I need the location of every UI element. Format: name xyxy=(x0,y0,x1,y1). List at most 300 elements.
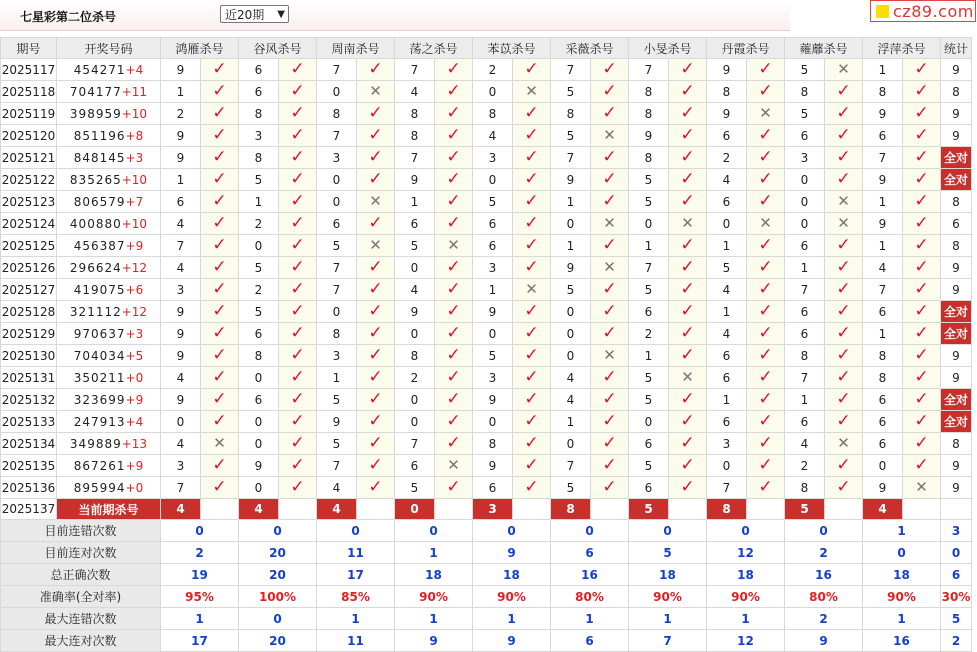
kill-value: 0 xyxy=(473,323,513,345)
check-icon: ✓ xyxy=(357,455,395,477)
period-cell: 2025135 xyxy=(1,455,57,477)
kill-value: 9 xyxy=(395,301,435,323)
check-icon: ✓ xyxy=(747,411,785,433)
check-icon: ✓ xyxy=(747,433,785,455)
draw-sum: +3 xyxy=(125,326,144,341)
summary-row xyxy=(1,542,972,564)
summary-label: 最大连对次数 xyxy=(1,630,161,652)
table-row xyxy=(1,323,972,345)
check-icon: ✓ xyxy=(279,213,317,235)
kill-value: 0 xyxy=(551,301,591,323)
summary-value: 0 xyxy=(551,520,629,542)
kill-value: 8 xyxy=(473,103,513,125)
kill-value: 0 xyxy=(863,455,903,477)
kill-value: 5 xyxy=(629,169,669,191)
kill-value: 1 xyxy=(707,389,747,411)
summary-value: 9 xyxy=(473,542,551,564)
summary-value: 1 xyxy=(551,608,629,630)
kill-value: 1 xyxy=(863,191,903,213)
summary-label: 最大连错次数 xyxy=(1,608,161,630)
check-icon: ✓ xyxy=(513,323,551,345)
kill-value: 0 xyxy=(629,213,669,235)
summary-row xyxy=(1,564,972,586)
check-icon: ✓ xyxy=(669,169,707,191)
summary-value: 18 xyxy=(863,564,941,586)
draw-cell xyxy=(57,389,161,411)
draw-number: 350211 xyxy=(73,370,126,385)
check-icon: ✓ xyxy=(747,257,785,279)
kill-value: 9 xyxy=(707,103,747,125)
kill-value: 6 xyxy=(707,191,747,213)
summary-value: 0 xyxy=(941,542,972,564)
kill-value: 6 xyxy=(473,235,513,257)
summary-value: 0 xyxy=(707,520,785,542)
cross-icon: ✕ xyxy=(825,433,863,455)
draw-cell xyxy=(57,235,161,257)
check-icon: ✓ xyxy=(279,433,317,455)
cross-icon: ✕ xyxy=(357,81,395,103)
kill-value: 9 xyxy=(161,59,201,81)
check-icon: ✓ xyxy=(669,433,707,455)
check-icon: ✓ xyxy=(435,433,473,455)
check-icon: ✓ xyxy=(201,301,239,323)
check-icon: ✓ xyxy=(825,279,863,301)
check-icon: ✓ xyxy=(435,169,473,191)
kill-value: 2 xyxy=(707,147,747,169)
draw-number: 835265 xyxy=(69,172,122,187)
check-icon: ✓ xyxy=(591,103,629,125)
col-header-expert[interactable]: 谷风杀号 xyxy=(239,38,317,59)
period-select[interactable] xyxy=(220,5,289,23)
check-icon: ✓ xyxy=(669,103,707,125)
draw-cell xyxy=(57,323,161,345)
summary-value: 0 xyxy=(239,608,317,630)
check-icon: ✓ xyxy=(279,191,317,213)
check-icon: ✓ xyxy=(591,191,629,213)
check-icon: ✓ xyxy=(357,279,395,301)
kill-value: 9 xyxy=(161,301,201,323)
check-icon: ✓ xyxy=(669,389,707,411)
draw-sum: +4 xyxy=(125,414,144,429)
draw-number: 456387 xyxy=(73,238,126,253)
col-header-expert[interactable]: 周南杀号 xyxy=(317,38,395,59)
check-icon: ✓ xyxy=(201,257,239,279)
stat-cell: 9 xyxy=(941,455,972,477)
col-header-expert[interactable]: 鸿雁杀号 xyxy=(161,38,239,59)
summary-row xyxy=(1,630,972,652)
kill-value: 9 xyxy=(161,389,201,411)
check-icon: ✓ xyxy=(513,433,551,455)
draw-number: 323699 xyxy=(73,392,126,407)
kill-value: 3 xyxy=(239,125,279,147)
check-icon: ✓ xyxy=(435,103,473,125)
draw-cell xyxy=(57,301,161,323)
kill-value: 7 xyxy=(317,257,357,279)
current-kill-value: 4 xyxy=(317,499,357,520)
kill-value: 1 xyxy=(863,323,903,345)
kill-value: 9 xyxy=(551,169,591,191)
stat-cell: 9 xyxy=(941,125,972,147)
kill-value: 8 xyxy=(317,103,357,125)
current-kill-label: 当前期杀号 xyxy=(57,499,161,520)
stat-cell: 9 xyxy=(941,103,972,125)
check-icon: ✓ xyxy=(435,367,473,389)
check-icon: ✓ xyxy=(435,389,473,411)
check-icon: ✓ xyxy=(825,345,863,367)
draw-number: 398959 xyxy=(69,106,122,121)
table-row xyxy=(1,257,972,279)
summary-value: 16 xyxy=(551,564,629,586)
kill-value: 6 xyxy=(395,455,435,477)
kill-value: 5 xyxy=(785,103,825,125)
draw-sum: +0 xyxy=(125,480,144,495)
kill-value: 4 xyxy=(473,125,513,147)
draw-cell xyxy=(57,103,161,125)
kill-value: 7 xyxy=(863,147,903,169)
period-cell: 2025118 xyxy=(1,81,57,103)
check-icon: ✓ xyxy=(201,103,239,125)
kill-value: 7 xyxy=(161,477,201,499)
kill-value: 8 xyxy=(239,103,279,125)
kill-value: 8 xyxy=(395,345,435,367)
check-icon: ✓ xyxy=(357,411,395,433)
kill-value: 6 xyxy=(707,125,747,147)
period-cell: 2025136 xyxy=(1,477,57,499)
kill-value: 2 xyxy=(785,455,825,477)
summary-value: 2 xyxy=(161,542,239,564)
kill-value: 8 xyxy=(707,81,747,103)
kill-value: 6 xyxy=(863,125,903,147)
draw-sum: +7 xyxy=(125,194,144,209)
period-cell: 2025130 xyxy=(1,345,57,367)
period-cell: 2025125 xyxy=(1,235,57,257)
check-icon: ✓ xyxy=(669,477,707,499)
kill-value: 0 xyxy=(317,81,357,103)
check-icon: ✓ xyxy=(357,389,395,411)
kill-value: 0 xyxy=(707,455,747,477)
check-icon: ✓ xyxy=(669,301,707,323)
col-header-expert[interactable]: 丹霞杀号 xyxy=(707,38,785,59)
kill-value: 5 xyxy=(239,257,279,279)
kill-value: 8 xyxy=(395,125,435,147)
stat-cell: 全对 xyxy=(941,411,972,433)
kill-value: 8 xyxy=(239,147,279,169)
kill-value: 4 xyxy=(161,213,201,235)
check-icon: ✓ xyxy=(669,191,707,213)
summary-value: 80% xyxy=(785,586,863,608)
cross-icon: ✕ xyxy=(435,235,473,257)
draw-number: 806579 xyxy=(73,194,126,209)
summary-value: 6 xyxy=(551,542,629,564)
draw-number: 704034 xyxy=(73,348,126,363)
period-cell: 2025127 xyxy=(1,279,57,301)
draw-number: 247913 xyxy=(73,414,126,429)
summary-value: 16 xyxy=(785,564,863,586)
check-icon: ✓ xyxy=(513,367,551,389)
check-icon: ✓ xyxy=(201,411,239,433)
summary-row xyxy=(1,586,972,608)
stat-cell: 全对 xyxy=(941,169,972,191)
draw-cell xyxy=(57,279,161,301)
check-icon: ✓ xyxy=(903,455,941,477)
col-header-expert[interactable]: 小旻杀号 xyxy=(629,38,707,59)
draw-sum: +9 xyxy=(125,392,144,407)
col-header-expert[interactable]: 荡之杀号 xyxy=(395,38,473,59)
kill-value: 7 xyxy=(395,147,435,169)
check-icon: ✓ xyxy=(747,455,785,477)
summary-value: 20 xyxy=(239,564,317,586)
kill-value: 4 xyxy=(395,81,435,103)
kill-value: 5 xyxy=(629,279,669,301)
check-icon: ✓ xyxy=(279,301,317,323)
draw-cell xyxy=(57,125,161,147)
table-header-row xyxy=(1,38,972,59)
kill-value: 5 xyxy=(239,169,279,191)
kill-value: 7 xyxy=(551,59,591,81)
check-icon: ✓ xyxy=(435,213,473,235)
check-icon: ✓ xyxy=(747,59,785,81)
check-icon: ✓ xyxy=(825,389,863,411)
draw-sum: +10 xyxy=(121,172,148,187)
kill-value: 7 xyxy=(629,257,669,279)
summary-value: 1 xyxy=(707,608,785,630)
draw-cell xyxy=(57,411,161,433)
kill-value: 8 xyxy=(239,345,279,367)
check-icon: ✓ xyxy=(357,367,395,389)
kill-value: 0 xyxy=(395,411,435,433)
check-icon: ✓ xyxy=(747,301,785,323)
period-cell: 2025131 xyxy=(1,367,57,389)
table-row xyxy=(1,433,972,455)
summary-value: 1 xyxy=(317,608,395,630)
table-row xyxy=(1,345,972,367)
kill-value: 8 xyxy=(317,323,357,345)
period-cell: 2025128 xyxy=(1,301,57,323)
draw-cell xyxy=(57,477,161,499)
summary-value: 5 xyxy=(941,608,972,630)
kill-value: 5 xyxy=(707,257,747,279)
draw-sum: +0 xyxy=(125,370,144,385)
check-icon: ✓ xyxy=(903,213,941,235)
draw-sum: +10 xyxy=(121,106,148,121)
summary-row xyxy=(1,608,972,630)
col-header-expert[interactable]: 蕹蘼杀号 xyxy=(785,38,863,59)
check-icon: ✓ xyxy=(747,323,785,345)
kill-value: 7 xyxy=(317,455,357,477)
check-icon: ✓ xyxy=(903,257,941,279)
current-kill-value: 5 xyxy=(785,499,825,520)
cross-icon: ✕ xyxy=(357,191,395,213)
cross-icon: ✕ xyxy=(591,125,629,147)
period-cell: 2025121 xyxy=(1,147,57,169)
site-logo[interactable] xyxy=(870,0,976,22)
check-icon: ✓ xyxy=(201,477,239,499)
summary-value: 3 xyxy=(941,520,972,542)
check-icon: ✓ xyxy=(591,169,629,191)
kill-value: 9 xyxy=(707,59,747,81)
logo-square-icon xyxy=(876,5,889,18)
summary-value: 95% xyxy=(161,586,239,608)
summary-value: 1 xyxy=(863,520,941,542)
check-icon: ✓ xyxy=(825,147,863,169)
check-icon: ✓ xyxy=(747,345,785,367)
summary-value: 85% xyxy=(317,586,395,608)
summary-value: 0 xyxy=(863,542,941,564)
period-cell: 2025134 xyxy=(1,433,57,455)
draw-sum: +8 xyxy=(125,128,144,143)
table-row xyxy=(1,59,972,81)
check-icon: ✓ xyxy=(201,147,239,169)
draw-cell xyxy=(57,455,161,477)
check-icon: ✓ xyxy=(279,235,317,257)
kill-value: 0 xyxy=(473,411,513,433)
kill-value: 2 xyxy=(161,103,201,125)
draw-number: 400880 xyxy=(69,216,122,231)
check-icon: ✓ xyxy=(669,279,707,301)
summary-value: 1 xyxy=(161,608,239,630)
check-icon: ✓ xyxy=(357,323,395,345)
check-icon: ✓ xyxy=(825,455,863,477)
summary-value: 12 xyxy=(707,630,785,652)
kill-value: 0 xyxy=(239,411,279,433)
kill-value: 5 xyxy=(317,433,357,455)
kill-value: 7 xyxy=(863,279,903,301)
table-row xyxy=(1,279,972,301)
kill-value: 9 xyxy=(551,257,591,279)
kill-value: 7 xyxy=(317,279,357,301)
check-icon: ✓ xyxy=(279,257,317,279)
kill-value: 1 xyxy=(707,301,747,323)
kill-value: 5 xyxy=(317,235,357,257)
draw-cell xyxy=(57,257,161,279)
check-icon: ✓ xyxy=(435,147,473,169)
kill-value: 0 xyxy=(551,323,591,345)
kill-value: 0 xyxy=(707,213,747,235)
kill-value: 9 xyxy=(161,125,201,147)
check-icon: ✓ xyxy=(591,433,629,455)
kill-value: 6 xyxy=(785,235,825,257)
kill-value: 2 xyxy=(239,279,279,301)
check-icon: ✓ xyxy=(513,257,551,279)
cross-icon: ✕ xyxy=(903,477,941,499)
check-icon: ✓ xyxy=(513,389,551,411)
kill-value: 9 xyxy=(161,323,201,345)
summary-value: 9 xyxy=(785,630,863,652)
check-icon: ✓ xyxy=(591,301,629,323)
summary-value: 90% xyxy=(473,586,551,608)
summary-value: 1 xyxy=(395,608,473,630)
check-icon: ✓ xyxy=(591,477,629,499)
check-icon: ✓ xyxy=(279,147,317,169)
stat-cell: 8 xyxy=(941,433,972,455)
summary-label: 准确率(全对率) xyxy=(1,586,161,608)
summary-value: 2 xyxy=(941,630,972,652)
summary-row xyxy=(1,520,972,542)
kill-value: 0 xyxy=(239,367,279,389)
check-icon: ✓ xyxy=(279,477,317,499)
cross-icon: ✕ xyxy=(669,213,707,235)
draw-number: 851196 xyxy=(73,128,126,143)
table-row xyxy=(1,477,972,499)
summary-value: 90% xyxy=(707,586,785,608)
kill-value: 9 xyxy=(161,345,201,367)
summary-value: 11 xyxy=(317,630,395,652)
check-icon: ✓ xyxy=(747,147,785,169)
check-icon: ✓ xyxy=(357,147,395,169)
summary-value: 6 xyxy=(941,564,972,586)
col-header-expert[interactable]: 采薇杀号 xyxy=(551,38,629,59)
kill-value: 7 xyxy=(707,477,747,499)
kill-value: 0 xyxy=(551,213,591,235)
check-icon: ✓ xyxy=(903,81,941,103)
kill-value: 4 xyxy=(551,367,591,389)
table-row xyxy=(1,103,972,125)
kill-value: 1 xyxy=(551,235,591,257)
check-icon: ✓ xyxy=(591,59,629,81)
check-icon: ✓ xyxy=(279,125,317,147)
page-title: 七星彩第二位杀号 xyxy=(20,10,117,24)
summary-value: 17 xyxy=(317,564,395,586)
kill-value: 7 xyxy=(317,125,357,147)
summary-value: 16 xyxy=(863,630,941,652)
draw-cell xyxy=(57,191,161,213)
summary-value: 18 xyxy=(473,564,551,586)
check-icon: ✓ xyxy=(591,411,629,433)
check-icon: ✓ xyxy=(201,455,239,477)
summary-value: 20 xyxy=(239,630,317,652)
kill-value: 1 xyxy=(161,81,201,103)
check-icon: ✓ xyxy=(435,477,473,499)
kill-value: 0 xyxy=(473,169,513,191)
kill-value: 4 xyxy=(551,389,591,411)
check-icon: ✓ xyxy=(825,367,863,389)
kill-value: 5 xyxy=(629,191,669,213)
kill-value: 6 xyxy=(239,81,279,103)
kill-value: 1 xyxy=(785,257,825,279)
kill-value: 2 xyxy=(395,367,435,389)
kill-value: 7 xyxy=(395,433,435,455)
check-icon: ✓ xyxy=(669,235,707,257)
draw-cell xyxy=(57,81,161,103)
draw-sum: +10 xyxy=(121,216,148,231)
kill-value: 1 xyxy=(785,389,825,411)
kill-value: 0 xyxy=(239,433,279,455)
stat-cell: 8 xyxy=(941,81,972,103)
check-icon: ✓ xyxy=(201,213,239,235)
kill-value: 0 xyxy=(785,213,825,235)
kill-value: 2 xyxy=(473,59,513,81)
check-icon: ✓ xyxy=(591,455,629,477)
kill-value: 5 xyxy=(551,279,591,301)
kill-value: 9 xyxy=(395,169,435,191)
period-cell: 2025133 xyxy=(1,411,57,433)
check-icon: ✓ xyxy=(513,147,551,169)
summary-value: 2 xyxy=(785,608,863,630)
kill-value: 0 xyxy=(395,323,435,345)
kill-value: 6 xyxy=(239,59,279,81)
check-icon: ✓ xyxy=(513,125,551,147)
col-header-expert[interactable]: 苯苡杀号 xyxy=(473,38,551,59)
kill-value: 2 xyxy=(629,323,669,345)
check-icon: ✓ xyxy=(357,103,395,125)
draw-number: 296624 xyxy=(69,260,122,275)
check-icon: ✓ xyxy=(513,301,551,323)
kill-value: 5 xyxy=(395,235,435,257)
col-header-expert[interactable]: 浮萍杀号 xyxy=(863,38,941,59)
current-kill-row xyxy=(1,499,972,520)
kill-value: 9 xyxy=(161,147,201,169)
current-kill-value: 0 xyxy=(395,499,435,520)
